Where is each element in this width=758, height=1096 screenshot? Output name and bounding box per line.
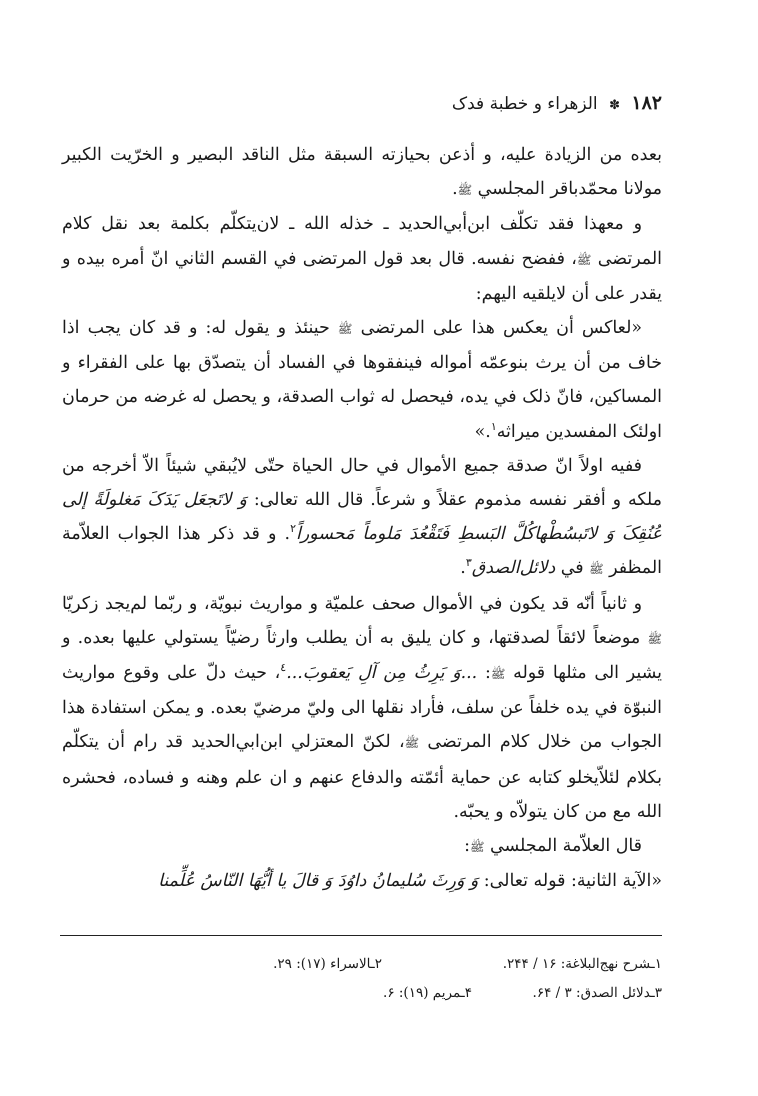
text-run: ، لكنّ المعتزلي ابن‌ابي‌الحديد قد رام أن يتكلّم بكلام لئلاّيخلو كتابه عن حماية أئمّته والدفاع عنهم و ان علم وهنه و فساده، فحشره الله مع من كان يتولاّه و يحبّه. <box>62 732 662 822</box>
quran-verse: ...وَ يَرِثُ مِن آلِ يَعقوبَ... <box>286 663 478 684</box>
text-run: و ثانياً أنّه قد يكون في الأموال صحف علميّة و مواريث نبويّة، و ربّما لم‌يجد زكريّا <box>62 593 642 614</box>
text-run: قال العلاّمة المجلسي <box>484 836 642 857</box>
quran-verse: وَ لاتَجعَل يَدَکَ مَغلولَةً إلى عُنُقِکَ وَ لاتَبسُطْهاکُلَّ البَسطِ فَتَقْعُدَ مَلوماً مَحسوراً <box>62 490 662 545</box>
book-title: دلائل‌الصدق <box>471 558 556 579</box>
text-run: و معهذا فقد تكلّف ابن‌أبي‌الحديد ـ خذله الله ـ لان‌يتكلّم بكلمة بعد نقل كلام المرتضى <box>62 214 662 269</box>
text-run: . <box>452 179 458 200</box>
salutation-icon: ﷺ <box>576 252 592 267</box>
quote-ibn-abi-al-hadid <box>62 311 662 449</box>
paragraph-second-verse <box>62 864 662 898</box>
paragraph-majlisi-intro <box>62 829 662 864</box>
footnote-2: ٢ـالاسراء (١٧): ٢٩. <box>273 956 382 972</box>
text-run: ففيه اولاً انّ صدقة جميع الأموال في حال الحياة حتّى لايُبقي شيئاً الاّ أخرجه من ملكه و أفقر نفسه مذموم عقلاً و شرعاً. قال الله تعالى: <box>62 455 662 511</box>
footnote-3: ٣ـدلائل الصدق: ٣ / ۶۴. <box>532 985 662 1001</box>
text-run: «لعاكس أن يعكس هذا على المرتضى <box>352 318 643 339</box>
header-separator-icon: ✽ <box>609 98 620 113</box>
text-run: موضعاً لائقاً لصدقتها، و كان يليق به أن يطلب وارثاً رضيّاً يستولي عليها بعده. و يشير الى مثلها قوله <box>62 627 662 684</box>
text-run: «الآية الثانية: قوله تعالى: <box>478 871 662 892</box>
footnote-row <box>62 950 662 979</box>
page-body <box>62 138 662 898</box>
page-number: ۱۸۲ <box>631 92 662 114</box>
salutation-icon: ﷺ <box>457 183 473 198</box>
header-title: الزهراء و خطبة فدک <box>451 94 598 114</box>
paragraph-1 <box>62 138 662 207</box>
text-run: ، ففضح نفسه. قال بعد قول المرتضى في القسم الثاني انّ أمره بيده و يقدر على أن لايلقيه اليهم: <box>62 248 662 304</box>
paragraph-second-answer <box>62 587 662 829</box>
text-run: . و قد ذكر هذا الجواب العلاّمة المظفر <box>62 524 662 579</box>
salutation-icon: ﷺ <box>404 736 420 751</box>
running-header <box>452 92 662 114</box>
text-run: في <box>555 558 590 579</box>
text-run: بعده من الزيادة عليه، و أذعن بحيازته السبقة مثل الناقد البصير و الخرّيت الكبير مولانا محمّدباقر المجلسي <box>62 145 662 200</box>
salutation-icon: ﷺ <box>589 562 604 577</box>
salutation-icon: ﷺ <box>647 631 662 646</box>
footnote-4: ۴ـمريم (١٩): ۶. <box>383 985 472 1001</box>
footnote-row <box>62 979 662 1008</box>
quran-verse: وَ وَرِثَ سُليمانُ داوُدَ وَ قالَ يا أيُّهَا النّاسُ عُلِّمنا <box>158 871 479 892</box>
text-run: : <box>464 836 470 857</box>
salutation-icon: ﷺ <box>337 322 353 337</box>
salutation-icon: ﷺ <box>469 840 485 855</box>
salutation-icon: ﷺ <box>490 667 506 682</box>
paragraph-2 <box>62 207 662 311</box>
footnote-separator <box>60 935 662 936</box>
footnotes <box>62 950 662 1008</box>
text-run: .» <box>474 421 491 442</box>
footnote-ref-3[interactable]: ٣ <box>465 556 472 570</box>
text-run: . <box>460 558 466 579</box>
text-run: حينئذ و يقول له: و قد كان يجب اذا خاف من أن يرث بنوعمّه أمواله فينفقوها في الفساد أن يتصدّق بها على الفقراء و المساكين، فانّ ذلک في يده، فيحصل له ثواب الصدقة، و يحصل له غرضه من حرمان اولئک المفسدين ميراثه <box>62 318 662 442</box>
footnote-1: ١ـشرح نهج‌البلاغة: ١۶ / ٢۴۴. <box>502 956 662 972</box>
paragraph-first-answer <box>62 449 662 587</box>
text-run: ، حيث دلّ على وقوع مواريث النبوّة في يده خلفاً عن سلف، فأراد نقلها الى وليّ مرضيّ بعده. و يمكن استفادة هذا الجواب من خلال كلام المرتضى <box>62 663 662 753</box>
footnote-ref-2[interactable]: ٢ <box>290 522 296 536</box>
text-run: : <box>477 663 491 684</box>
footnote-ref-1[interactable]: ١ <box>490 419 497 433</box>
footnote-ref-4[interactable]: ٤ <box>280 661 287 675</box>
